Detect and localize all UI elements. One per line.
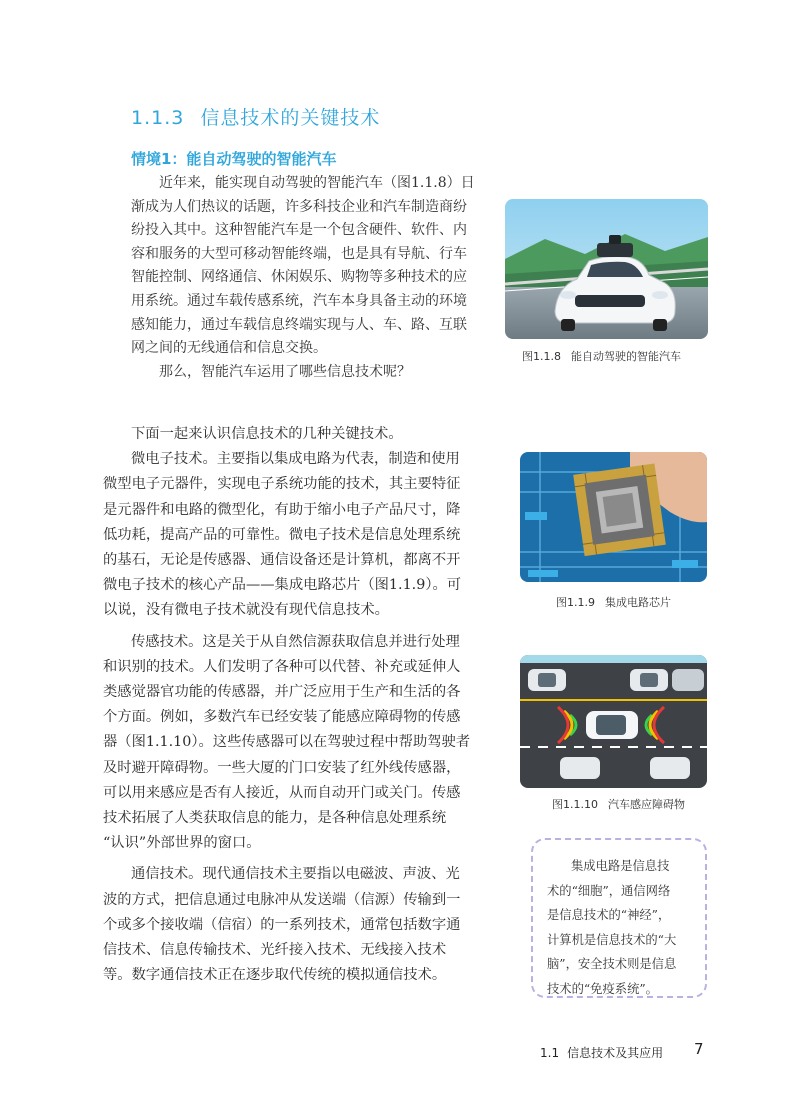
figure-caption: 图1.1.8 能自动驾驶的智能汽车 [522, 350, 681, 363]
intro-paragraph [131, 172, 489, 384]
text-line: 的基石，无论是传感器、通信设备还是计算机，都离不开 [103, 552, 461, 569]
text-line: 近年来，能实现自动驾驶的智能汽车（图1.1.8）日 [159, 175, 475, 191]
note-line: 是信息技术的“神经”， [547, 908, 671, 922]
text-line: 下面一起来认识信息技术的几种关键技术。 [131, 426, 403, 442]
text-line: 器（图1.1.10）。这些传感器可以在驾驶过程中帮助驾驶者 [103, 734, 471, 751]
figure-caption: 图1.1.9 集成电路芯片 [556, 596, 671, 609]
note-line: 技术的“免疫系统”。 [547, 981, 658, 996]
section-number: 1.1.3 [131, 107, 185, 129]
self-driving-car-image [505, 199, 708, 339]
side-note [531, 838, 707, 998]
text-line: 那么，智能汽车运用了哪些信息技术呢？ [159, 363, 411, 380]
section-title: 信息技术的关键技术 [200, 107, 381, 129]
note-line: 术的“细胞”，通信网络 [547, 883, 671, 898]
text-line: 网之间的无线通信和信息交换。 [131, 340, 327, 357]
figure-ic-chip [520, 452, 707, 582]
text-line: 传感技术。这是关于从自然信源获取信息并进行处理 [131, 633, 460, 650]
car-sensors-image [520, 655, 707, 788]
text-line: 纷投入其中。这种智能汽车是一个包含硬件、软件、内 [131, 222, 467, 239]
text-line: 微型电子元器件，实现电子系统功能的技术，其主要特征 [103, 476, 461, 493]
text-line: 和识别的技术。人们发明了各种可以代替、补充或延伸人 [103, 658, 461, 675]
text-line: 等。数字通信技术正在逐步取代传统的模拟通信技术。 [103, 967, 447, 984]
figure-self-driving-car [505, 199, 708, 339]
text-line: 通信技术。现代通信技术主要指以电磁波、声波、光 [131, 866, 460, 883]
text-line: 个方面。例如，多数汽车已经安装了能感应障碍物的传感 [103, 709, 461, 726]
text-line: 用系统。通过车载传感系统，汽车本身具备主动的环境 [131, 292, 467, 309]
ic-chip-image [520, 452, 707, 582]
figure-caption: 图1.1.10 汽车感应障碍物 [552, 798, 685, 811]
footer-section-title: 信息技术及其应用 [567, 1046, 664, 1060]
text-line: 个或多个接收端（信宿）的一系列技术，通常包括数字通 [103, 916, 461, 933]
text-line: 信技术、信息传输技术、光纤接入技术、无线接入技术 [103, 942, 447, 959]
note-line: 脑”，安全技术则是信息 [547, 957, 677, 971]
text-line: 微电子技术的核心产品——集成电路芯片（图1.1.9）。可 [103, 577, 462, 594]
text-line: 低功耗，提高产品的可靠性。微电子技术是信息处理系统 [103, 526, 461, 543]
footer-section-number: 1.1 [540, 1046, 560, 1060]
text-line: 技术拓展了人类获取信息的能力，是各种信息处理系统 [103, 810, 447, 827]
text-line: 渐成为人们热议的话题，许多科技企业和汽车制造商纷 [131, 198, 467, 215]
note-line: 集成电路是信息技 [571, 859, 670, 873]
figure-car-sensors [520, 655, 707, 788]
text-line: 及时避开障碍物。一些大厦的门口安装了红外线传感器， [103, 759, 461, 776]
section-heading [131, 103, 380, 130]
text-line: 是元器件和电路的微型化，有助于缩小电子产品尺寸，降 [103, 501, 461, 518]
text-line: 微电子技术。主要指以集成电路为代表，制造和使用 [131, 451, 460, 468]
text-line: 感知能力，通过车载信息终端实现与人、车、路、互联 [131, 316, 467, 333]
body-paragraphs [103, 422, 498, 988]
text-line: 类感觉器官功能的传感器，并广泛应用于生产和生活的各 [103, 684, 461, 701]
text-line: 波的方式，把信息通过电脉冲从发送端（信源）传输到一 [103, 891, 461, 908]
scene-title: 情境1：能自动驾驶的智能汽车 [131, 150, 337, 168]
text-line: 容和服务的大型可移动智能终端，也是具有导航、行车 [131, 245, 467, 262]
page-number: 7 [694, 1040, 704, 1058]
text-line: 可以用来感应是否有人接近，从而自动开门或关门。传感 [103, 784, 461, 801]
text-line: 智能控制、网络通信、休闲娱乐、购物等多种技术的应 [131, 269, 467, 286]
page-footer [540, 1044, 663, 1061]
text-line: 以说，没有微电子技术就没有现代信息技术。 [103, 602, 389, 619]
note-line: 计算机是信息技术的“大 [547, 932, 677, 947]
text-line: “认识”外部世界的窗口。 [103, 835, 261, 852]
